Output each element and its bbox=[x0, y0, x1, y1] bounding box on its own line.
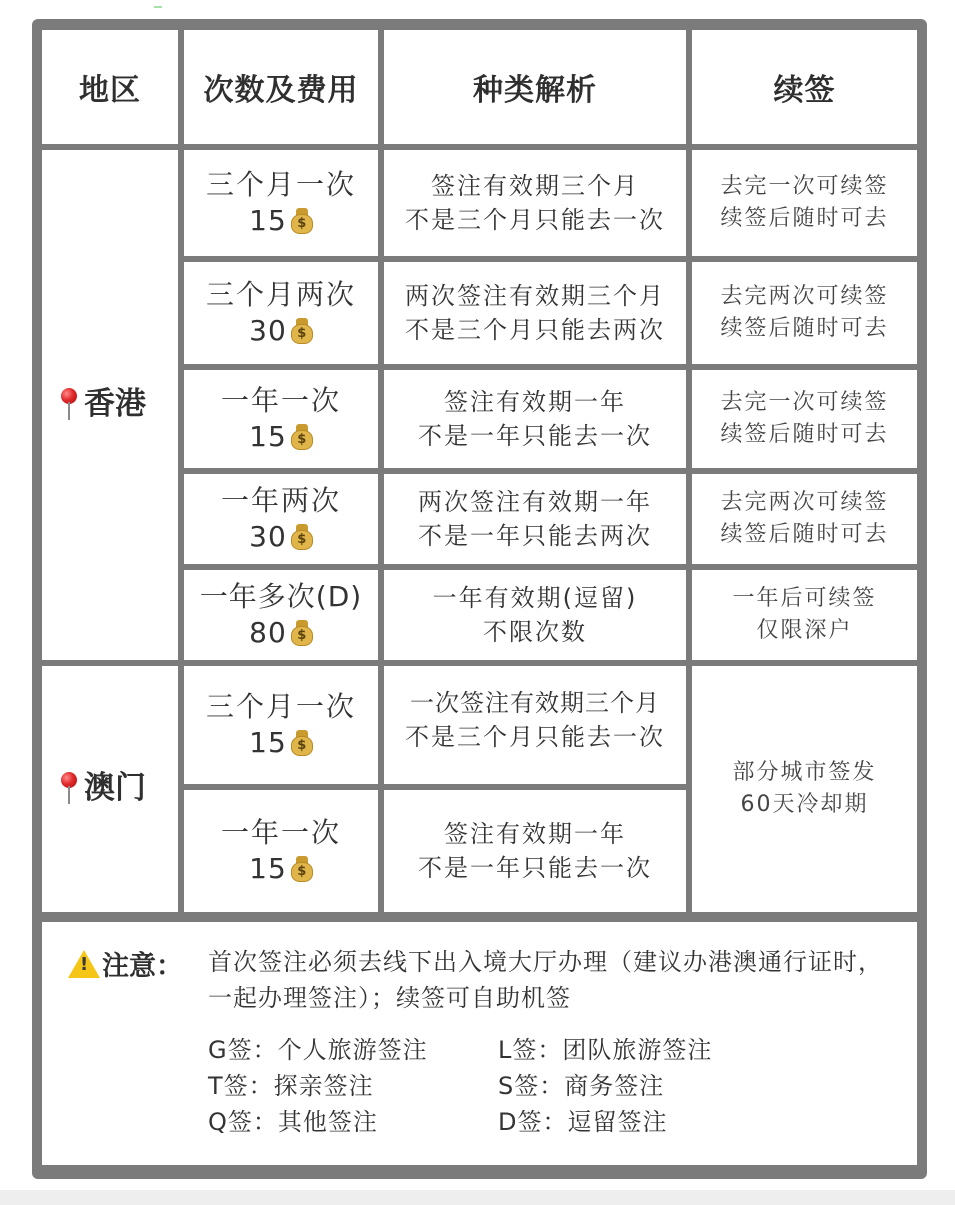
hk-row-3-count-fee bbox=[184, 370, 378, 468]
hk-row-5-count-fee bbox=[184, 570, 378, 660]
header-type-analysis: 种类解析 bbox=[384, 30, 686, 144]
renewal-line-1: 去完一次可续签 bbox=[720, 174, 889, 199]
fee-amount: 30 bbox=[249, 314, 287, 347]
description-line-2: 不是三个月只能去一次 bbox=[405, 206, 665, 234]
money-bag-icon: $ bbox=[291, 524, 313, 550]
fee-amount: 15 bbox=[249, 726, 287, 759]
pushpin-icon bbox=[60, 388, 78, 422]
money-bag-icon: $ bbox=[291, 208, 313, 234]
fee bbox=[249, 615, 313, 651]
hk-row-2-count-fee bbox=[184, 262, 378, 364]
macau-row-2-count-fee bbox=[184, 790, 378, 912]
description-line-2: 不是三个月只能去一次 bbox=[405, 723, 665, 751]
renewal-line-2: 续签后随时可去 bbox=[720, 422, 889, 447]
renewal-line-2: 续签后随时可去 bbox=[720, 206, 889, 231]
money-bag-icon: $ bbox=[291, 620, 313, 646]
renewal-line-1: 去完一次可续签 bbox=[720, 390, 889, 415]
legend-item-g: G签：个人旅游签注 bbox=[208, 1036, 428, 1064]
note-text: 首次签注必须去线下出入境大厅办理（建议办港澳通行证时，一起办理签注）；续签可自助机签 bbox=[208, 948, 883, 1012]
legend-item-t: T签：探亲签注 bbox=[208, 1072, 374, 1100]
entry-count: 一年两次 bbox=[220, 484, 341, 517]
hk-row-1-description bbox=[384, 150, 686, 256]
macau-renewal bbox=[692, 666, 917, 912]
description-line-1: 一年有效期(逗留) bbox=[432, 584, 638, 612]
hk-row-2-renewal bbox=[692, 262, 917, 364]
fee bbox=[249, 519, 313, 555]
fee-amount: 80 bbox=[249, 616, 287, 649]
hk-row-4-renewal bbox=[692, 474, 917, 564]
description-line-1: 签注有效期一年 bbox=[444, 820, 626, 848]
bottom-band bbox=[0, 1190, 955, 1205]
fee-amount: 15 bbox=[249, 852, 287, 885]
renewal-line-2: 60天冷却期 bbox=[740, 792, 869, 817]
fee-amount: 15 bbox=[249, 420, 287, 453]
entry-count: 三个月一次 bbox=[205, 168, 356, 201]
region-name: 香港 bbox=[84, 385, 146, 422]
legend-item-q: Q签：其他签注 bbox=[208, 1108, 378, 1136]
renewal-line-1: 部分城市签发 bbox=[732, 760, 877, 785]
entry-count: 一年一次 bbox=[220, 384, 341, 417]
fee bbox=[249, 419, 313, 455]
header-count-fee: 次数及费用 bbox=[184, 30, 378, 144]
fee-amount: 15 bbox=[249, 204, 287, 237]
entry-count: 三个月一次 bbox=[205, 690, 356, 723]
warning-icon: ! bbox=[68, 950, 100, 978]
pushpin-icon bbox=[60, 772, 78, 806]
renewal-line-2: 续签后随时可去 bbox=[720, 522, 889, 547]
fee bbox=[249, 851, 313, 887]
visa-type-legend bbox=[208, 1032, 808, 1140]
renewal-line-1: 一年后可续签 bbox=[732, 586, 877, 611]
macau-row-2-description bbox=[384, 790, 686, 912]
description-line-2: 不是一年只能去一次 bbox=[418, 422, 652, 450]
description-line-1: 签注有效期一年 bbox=[444, 388, 626, 416]
fee bbox=[249, 313, 313, 349]
fee-amount: 30 bbox=[249, 520, 287, 553]
macau-row-1-count-fee bbox=[184, 666, 378, 784]
renewal-line-1: 去完两次可续签 bbox=[720, 490, 889, 515]
description-line-2: 不是三个月只能去两次 bbox=[405, 316, 665, 344]
fee bbox=[249, 725, 313, 761]
region-hong-kong bbox=[42, 150, 178, 660]
hk-row-4-count-fee bbox=[184, 474, 378, 564]
hk-row-5-renewal bbox=[692, 570, 917, 660]
description-line-1: 两次签注有效期三个月 bbox=[405, 282, 665, 310]
note-title bbox=[68, 944, 183, 983]
note-section bbox=[42, 922, 917, 1165]
renewal-line-1: 去完两次可续签 bbox=[720, 284, 889, 309]
legend-item-d: D签：逗留签注 bbox=[498, 1108, 668, 1136]
decorative-mark bbox=[154, 6, 162, 8]
description-line-1: 一次签注有效期三个月 bbox=[410, 689, 660, 717]
fee bbox=[249, 203, 313, 239]
money-bag-icon: $ bbox=[291, 318, 313, 344]
legend-item-l: L签：团队旅游签注 bbox=[498, 1036, 713, 1064]
money-bag-icon: $ bbox=[291, 424, 313, 450]
money-bag-icon: $ bbox=[291, 856, 313, 882]
hk-row-1-count-fee bbox=[184, 150, 378, 256]
renewal-line-2: 续签后随时可去 bbox=[720, 316, 889, 341]
description-line-2: 不限次数 bbox=[483, 618, 587, 646]
description-line-2: 不是一年只能去一次 bbox=[418, 854, 652, 882]
note-title-text: 注意： bbox=[102, 951, 183, 982]
description-line-1: 签注有效期三个月 bbox=[431, 172, 639, 200]
description-line-1: 两次签注有效期一年 bbox=[418, 488, 652, 516]
hk-row-5-description bbox=[384, 570, 686, 660]
hk-row-3-description bbox=[384, 370, 686, 468]
hk-row-3-renewal bbox=[692, 370, 917, 468]
entry-count: 一年多次(D) bbox=[199, 580, 363, 613]
money-bag-icon: $ bbox=[291, 730, 313, 756]
hk-row-4-description bbox=[384, 474, 686, 564]
header-region: 地区 bbox=[42, 30, 178, 144]
legend-item-s: S签：商务签注 bbox=[498, 1072, 665, 1100]
renewal-line-2: 仅限深户 bbox=[756, 618, 853, 643]
macau-row-1-description bbox=[384, 666, 686, 784]
hk-row-2-description bbox=[384, 262, 686, 364]
entry-count: 三个月两次 bbox=[205, 278, 356, 311]
hk-row-1-renewal bbox=[692, 150, 917, 256]
region-name: 澳门 bbox=[84, 769, 146, 806]
region-macau bbox=[42, 666, 178, 912]
description-line-2: 不是一年只能去两次 bbox=[418, 522, 652, 550]
entry-count: 一年一次 bbox=[220, 816, 341, 849]
header-renewal: 续签 bbox=[692, 30, 917, 144]
